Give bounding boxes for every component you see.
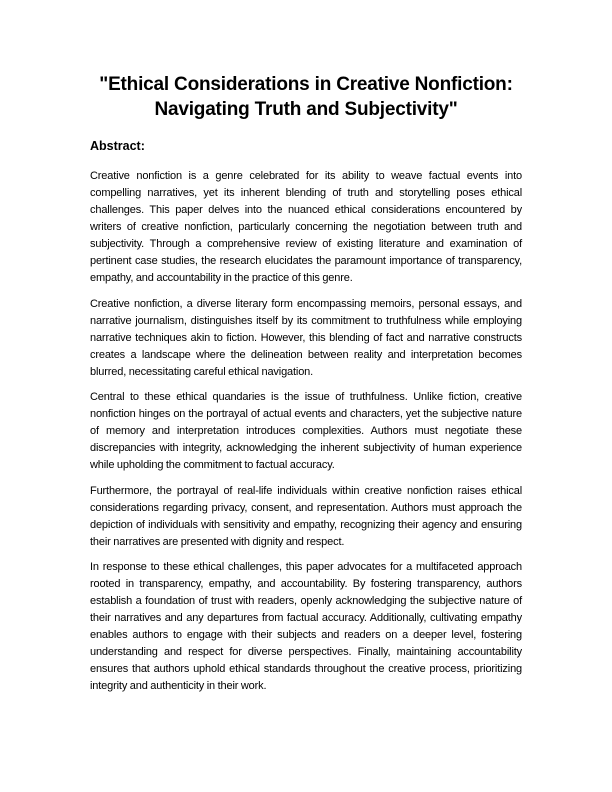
abstract-heading: Abstract: (90, 139, 145, 153)
paragraph-5: In response to these ethical challenges, this paper advocates for a multifaceted approach rooted in transparency, empathy, and accountability. By fostering transparency, authors establish a foundation of trust with readers, openly acknowledging the subjective nature of their narratives and any departures from factual accuracy. Additionally, cultivating empathy enables authors to engage with their subjects and readers on a deeper level, fostering understanding and respect for diverse perspectives. Finally, maintaining accountability ensures that authors uphold ethical standards throughout the creative process, prioritizing integrity and authenticity in their work. (90, 561, 522, 692)
paragraph-1: Creative nonfiction is a genre celebrated for its ability to weave factual events into compelling narratives, yet its inherent blending of truth and storytelling poses ethical challenges. This paper delves into the nuanced ethical considerations encountered by writers of creative nonfiction, particularly concerning the negotiation between truth and subjectivity. Through a comprehensive review of existing literature and examination of pertinent case studies, the research elucidates the paramount importance of transparency, empathy, and accountability in the practice of this genre. (90, 170, 522, 284)
paper-title-line-1: "Ethical Considerations in Creative Nonfiction: (99, 74, 513, 95)
paper-title-line-2: Navigating Truth and Subjectivity" (154, 99, 458, 120)
paper-title (72, 72, 540, 122)
abstract-body (90, 168, 522, 704)
paragraph-3: Central to these ethical quandaries is the issue of truthfulness. Unlike fiction, creative nonfiction hinges on the portrayal of actual events and characters, yet the subjective nature of memory and interpretation introduces complexities. Authors must negotiate these discrepancies with integrity, acknowledging the inherent subjectivity of human experience while upholding the commitment to factual accuracy. (90, 391, 522, 471)
paragraph-4: Furthermore, the portrayal of real-life individuals within creative nonfiction raises ethical considerations regarding privacy, consent, and representation. Authors must approach the depiction of individuals with sensitivity and empathy, recognizing their agency and ensuring their narratives are presented with dignity and respect. (90, 484, 522, 548)
paragraph-2: Creative nonfiction, a diverse literary form encompassing memoirs, personal essays, and narrative journalism, distinguishes itself by its commitment to truthfulness while employing narrative techniques akin to fiction. However, this blending of fact and narrative constructs creates a landscape where the delineation between reality and interpretation becomes blurred, necessitating careful ethical navigation. (90, 297, 522, 378)
